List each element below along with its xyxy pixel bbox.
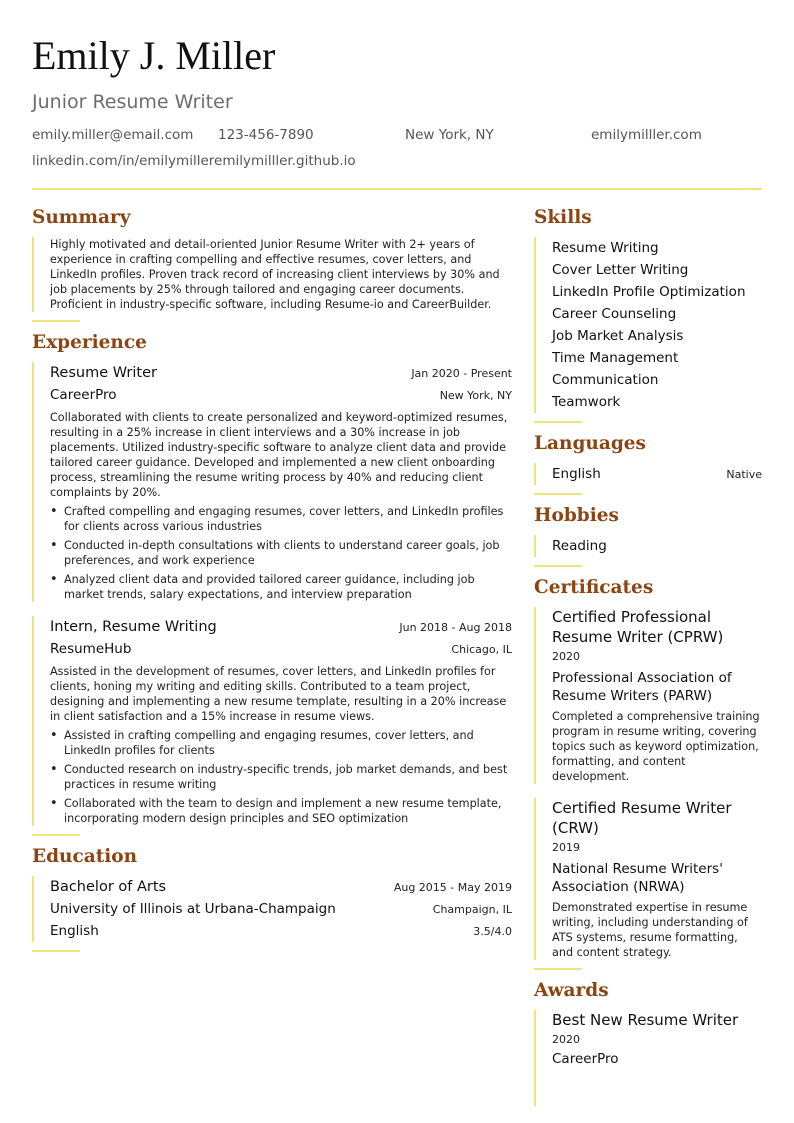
skill-item: Time Management bbox=[552, 350, 679, 366]
job-entry bbox=[32, 362, 512, 602]
main-column bbox=[32, 205, 512, 952]
certificate-description: Demonstrated expertise in resume writing, including understanding of ATS systems, resume formatting, and content strategy. bbox=[552, 901, 748, 959]
certificate-year: 2020 bbox=[552, 650, 580, 663]
hobbies-heading: Hobbies bbox=[534, 505, 619, 526]
bullet-item: • Crafted compelling and engaging resumes, cover letters, and LinkedIn profiles for clients across various industries bbox=[50, 504, 512, 534]
experience-section bbox=[32, 330, 512, 836]
language-level: Native bbox=[726, 468, 762, 481]
contact-info bbox=[32, 127, 762, 183]
section-underline bbox=[534, 421, 582, 423]
skill-item: Career Counseling bbox=[552, 306, 677, 322]
job-bullets bbox=[50, 504, 512, 602]
section-underline bbox=[534, 493, 582, 495]
award-org: CareerPro bbox=[552, 1051, 619, 1067]
job-location: New York, NY bbox=[439, 389, 512, 402]
email-link[interactable]: emily.miller@email.com bbox=[32, 127, 194, 143]
job-description: Assisted in the development of resumes, cover letters, and LinkedIn profiles for clients, honing my writing and editing skills. Contributed to a team project, designing and implementing a new resume template, resulting in a 20% increase in client satisfaction and a 15% increase in resume views. bbox=[50, 665, 507, 723]
bullet-item: • Collaborated with the team to design and implement a new resume template, incorporating modern design principles and SEO optimization bbox=[50, 796, 512, 826]
bullet-item: • Conducted research on industry-specific trends, job market demands, and best practices in resume writing bbox=[50, 762, 512, 792]
experience-heading: Experience bbox=[32, 332, 147, 353]
languages-section bbox=[534, 431, 762, 495]
section-underline bbox=[32, 834, 80, 836]
certificate-entry bbox=[534, 607, 762, 784]
skill-item: LinkedIn Profile Optimization bbox=[552, 284, 746, 300]
skill-item: Teamwork bbox=[552, 394, 621, 410]
section-underline bbox=[534, 565, 582, 567]
job-description: Collaborated with clients to create personalized and keyword-optimized resumes, resulting in a 25% increase in client interviews and a 30% increase in job placements. Utilized industry-specific software to analyze client data and provide tailored career guidance. Developed and implemented a new client onboarding process, streamlining the resume writing process by 40% and reducing client complaints by 20%. bbox=[50, 411, 508, 499]
skill-item: Job Market Analysis bbox=[552, 328, 684, 344]
awards-section bbox=[534, 978, 762, 1106]
certificate-title: Certified Resume Writer (CRW) bbox=[552, 799, 732, 837]
award-entry bbox=[534, 1010, 762, 1106]
languages-heading: Languages bbox=[534, 433, 646, 454]
certificates-section bbox=[534, 575, 762, 970]
certificate-year: 2019 bbox=[552, 841, 580, 854]
education-dates: Aug 2015 - May 2019 bbox=[393, 881, 512, 894]
job-company: CareerPro bbox=[50, 387, 117, 403]
location-text: New York, NY bbox=[405, 127, 494, 143]
job-title: Resume Writer bbox=[50, 365, 157, 381]
hobby-item: Reading bbox=[552, 538, 607, 554]
summary-section bbox=[32, 205, 512, 322]
language-entry bbox=[534, 463, 762, 485]
hobbies-list bbox=[534, 535, 762, 557]
education-entry bbox=[32, 876, 512, 942]
job-dates: Jun 2018 - Aug 2018 bbox=[399, 621, 512, 634]
awards-heading: Awards bbox=[534, 980, 609, 1001]
award-year: 2020 bbox=[552, 1033, 580, 1046]
hobbies-section bbox=[534, 503, 762, 567]
field-of-study: English bbox=[50, 923, 99, 939]
bullet-item: • Conducted in-depth consultations with clients to understand career goals, job preferences, and work experience bbox=[50, 538, 512, 568]
phone-text: 123-456-7890 bbox=[218, 127, 314, 143]
skills-list bbox=[534, 237, 762, 413]
skills-heading: Skills bbox=[534, 207, 592, 228]
website-link[interactable]: emilymilller.com bbox=[591, 127, 702, 143]
award-title: Best New Resume Writer bbox=[552, 1011, 739, 1029]
bullet-item: • Assisted in crafting compelling and engaging resumes, cover letters, and LinkedIn profiles for clients bbox=[50, 728, 512, 758]
school-name: University of Illinois at Urbana-Champaign bbox=[50, 901, 336, 917]
section-underline bbox=[32, 950, 80, 952]
job-location: Chicago, IL bbox=[451, 643, 512, 656]
skill-item: Resume Writing bbox=[552, 240, 659, 256]
gpa: 3.5/4.0 bbox=[473, 925, 512, 938]
section-underline bbox=[32, 320, 80, 322]
summary-block bbox=[32, 237, 512, 312]
profile-links[interactable]: linkedin.com/in/emilymilleremilymilller.github.io bbox=[32, 153, 356, 169]
job-entry bbox=[32, 616, 512, 826]
job-bullets bbox=[50, 728, 512, 826]
resume-header bbox=[32, 30, 762, 183]
certificate-description: Completed a comprehensive training program in resume writing, covering topics such as keyword optimization, formatting, and content development. bbox=[552, 710, 760, 783]
side-column bbox=[534, 205, 762, 1106]
language-name: English bbox=[552, 466, 601, 482]
skill-item: Communication bbox=[552, 372, 659, 388]
skill-item: Cover Letter Writing bbox=[552, 262, 689, 278]
candidate-name: Emily J. Miller bbox=[32, 33, 276, 78]
school-location: Champaign, IL bbox=[432, 903, 512, 916]
job-dates: Jan 2020 - Present bbox=[411, 367, 512, 380]
job-company: ResumeHub bbox=[50, 641, 132, 657]
certificate-org: Professional Association of Resume Writers (PARW) bbox=[552, 670, 732, 704]
summary-heading: Summary bbox=[32, 207, 131, 228]
summary-text: Highly motivated and detail-oriented Junior Resume Writer with 2+ years of experience in crafting compelling and effective resumes, cover letters, and LinkedIn profiles. Proven track record of increasing client interviews by 30% and job placements by 25% through tailored and engaging career documents. Proficient in industry-specific software, including Resume-io and CareerBuilder. bbox=[50, 238, 500, 311]
job-title: Intern, Resume Writing bbox=[50, 619, 217, 635]
education-section bbox=[32, 844, 512, 952]
certificate-entry bbox=[534, 798, 762, 960]
bullet-item: • Analyzed client data and provided tailored career guidance, including job market trends, salary expectations, and interview preparation bbox=[50, 572, 512, 602]
candidate-role: Junior Resume Writer bbox=[32, 91, 233, 113]
certificate-org: National Resume Writers' Association (NRWA) bbox=[552, 861, 723, 895]
certificates-heading: Certificates bbox=[534, 577, 654, 598]
degree: Bachelor of Arts bbox=[50, 879, 167, 895]
header-divider bbox=[32, 188, 762, 190]
certificate-title: Certified Professional Resume Writer (CPRW) bbox=[552, 608, 724, 646]
section-underline bbox=[534, 968, 582, 970]
skills-section bbox=[534, 205, 762, 423]
education-heading: Education bbox=[32, 846, 138, 867]
